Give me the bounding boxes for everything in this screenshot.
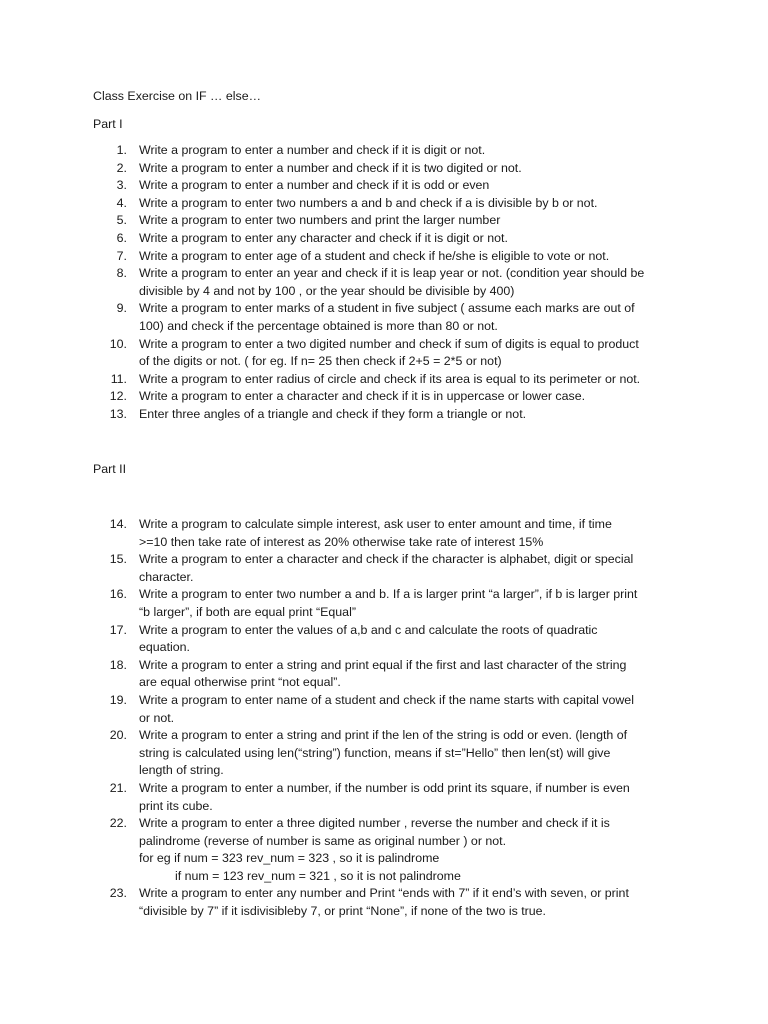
exercise-line: character. (139, 569, 194, 584)
exercise-line: Write a program to enter a character and check if it is in uppercase or lower case. (139, 389, 586, 404)
exercise-item (0, 212, 768, 230)
exercise-number: 8. (116, 266, 127, 281)
exercise-text (139, 212, 679, 230)
exercise-text (139, 160, 679, 178)
exercise-text (139, 300, 679, 335)
exercise-line: Write a program to enter two number a and b. If a is larger print “a larger”, if b is larger print (139, 587, 638, 602)
exercise-line: of the digits or not. ( for eg. If n= 25 then check if 2+5 = 2*5 or not) (139, 354, 502, 369)
exercise-line: “divisible by 7” if it isdivisibleby 7, or print “None”, if none of the two is true. (139, 904, 546, 919)
exercise-line: Write a program to enter any number and Print “ends with 7” if it end’s with seven, or print (139, 886, 629, 901)
exercise-item (0, 230, 768, 248)
exercise-line: Write a program to enter a number and check if it is two digited or not. (139, 160, 522, 175)
exercise-text (139, 551, 679, 586)
exercise-text (139, 622, 679, 657)
exercise-number: 17. (109, 622, 127, 637)
exercise-text (139, 336, 679, 371)
exercise-number: 1. (116, 143, 127, 157)
exercise-item (0, 692, 768, 727)
part-1-heading: Part I (93, 117, 123, 131)
exercise-line: if num = 123 rev_num = 321 , so it is not palindrome (175, 868, 461, 883)
exercise-number: 10. (109, 336, 127, 351)
exercise-line: Write a program to enter the values of a,b and c and calculate the roots of quadratic (139, 622, 598, 637)
exercise-item (0, 248, 768, 266)
exercise-text (139, 885, 679, 920)
exercise-line: Enter three angles of a triangle and check if they form a triangle or not. (139, 406, 527, 421)
part-2-list (0, 516, 768, 921)
document-title: Class Exercise on IF … else… (93, 89, 262, 103)
exercise-line: Write a program to enter a two digited number and check if sum of digits is equal to product (139, 336, 639, 351)
exercise-item (0, 657, 768, 692)
exercise-line: “b larger”, if both are equal print “Equal” (139, 604, 356, 619)
exercise-text (139, 780, 679, 815)
exercise-text (139, 727, 679, 780)
exercise-line: Write a program to enter age of a student and check if he/she is eligible to vote or not. (139, 248, 610, 263)
exercise-number: 21. (109, 780, 127, 795)
exercise-number: 18. (109, 657, 127, 672)
exercise-number: 12. (109, 389, 127, 404)
exercise-text (139, 371, 679, 389)
exercise-line: Write a program to enter a number, if the number is odd print its square, if number is even (139, 780, 630, 795)
exercise-item (0, 336, 768, 371)
exercise-text (139, 406, 679, 424)
exercise-line: Write a program to enter a character and check if the character is alphabet, digit or special (139, 552, 634, 567)
exercise-number: 3. (116, 178, 127, 193)
exercise-item (0, 300, 768, 335)
exercise-number: 22. (109, 816, 127, 831)
exercise-number: 16. (109, 587, 127, 602)
exercise-line: Write a program to enter a number and check if it is digit or not. (139, 143, 486, 157)
exercise-line: Write a program to enter a string and print equal if the first and last character of the string (139, 657, 627, 672)
exercise-text (139, 248, 679, 266)
exercise-line: Write a program to enter two numbers a and b and check if a is divisible by b or not. (139, 195, 598, 210)
exercise-line: >=10 then take rate of interest as 20% otherwise take rate of interest 15% (139, 534, 544, 549)
exercise-line: length of string. (139, 763, 224, 778)
exercise-line: equation. (139, 640, 190, 655)
exercise-item (0, 885, 768, 920)
exercise-line: palindrome (reverse of number is same as original number ) or not. (139, 833, 507, 848)
exercise-text (139, 586, 679, 621)
exercise-number: 11. (110, 371, 127, 386)
exercise-item (0, 406, 768, 424)
exercise-line: Write a program to enter two numbers and print the larger number (139, 213, 501, 228)
exercise-line: print its cube. (139, 798, 213, 813)
exercise-text (139, 195, 679, 213)
exercise-item (0, 195, 768, 213)
part-1-list (0, 142, 768, 424)
exercise-line: Write a program to enter radius of circle and check if its area is equal to its perimeter or not. (139, 371, 641, 386)
exercise-item (0, 622, 768, 657)
exercise-text (139, 516, 679, 551)
exercise-text (139, 230, 679, 248)
exercise-line: Write a program to enter a number and check if it is odd or even (139, 178, 490, 193)
exercise-text (139, 692, 679, 727)
exercise-line: string is calculated using len(“string”) function, means if st=”Hello” then len(st) will give (139, 745, 611, 760)
exercise-line: for eg if num = 323 rev_num = 323 , so it is palindrome (139, 851, 440, 866)
part-2-heading: Part II (93, 462, 127, 476)
exercise-item (0, 780, 768, 815)
exercise-number: 7. (116, 248, 127, 263)
exercise-text (139, 265, 679, 300)
exercise-number: 9. (116, 301, 127, 316)
exercise-number: 5. (116, 213, 127, 228)
exercise-line: Write a program to enter a three digited number , reverse the number and check if it is (139, 816, 610, 831)
exercise-line: Write a program to enter a string and print if the len of the string is odd or even. (length of (139, 728, 628, 743)
exercise-item (0, 371, 768, 389)
exercise-text (139, 388, 679, 406)
exercise-item (0, 586, 768, 621)
exercise-line: Write a program to enter name of a student and check if the name starts with capital vowel (139, 692, 634, 707)
exercise-text (139, 177, 679, 195)
exercise-number: 20. (109, 728, 127, 743)
exercise-line: divisible by 4 and not by 100 , or the year should be divisible by 400) (139, 283, 515, 298)
exercise-line: are equal otherwise print “not equal”. (139, 675, 341, 690)
exercise-text (139, 815, 679, 885)
exercise-text (139, 657, 679, 692)
exercise-item (0, 142, 768, 160)
exercise-item (0, 388, 768, 406)
exercise-number: 4. (116, 195, 127, 210)
exercise-number: 14. (109, 517, 127, 531)
exercise-number: 15. (109, 552, 127, 567)
exercise-item (0, 177, 768, 195)
exercise-line: Write a program to calculate simple interest, ask user to enter amount and time, if time (139, 517, 612, 531)
exercise-line: Write a program to enter an year and check if it is leap year or not. (condition year should be (139, 266, 645, 281)
exercise-line: or not. (139, 710, 175, 725)
exercise-line: 100) and check if the percentage obtained is more than 80 or not. (139, 318, 498, 333)
exercise-item (0, 160, 768, 178)
exercise-item (0, 265, 768, 300)
exercise-item (0, 815, 768, 885)
exercise-item (0, 516, 768, 551)
exercise-item (0, 551, 768, 586)
exercise-text (139, 142, 679, 160)
exercise-number: 23. (109, 886, 127, 901)
exercise-line: Write a program to enter any character and check if it is digit or not. (139, 230, 508, 245)
exercise-number: 2. (116, 160, 127, 175)
exercise-line: Write a program to enter marks of a student in five subject ( assume each marks are out of (139, 301, 635, 316)
exercise-item (0, 727, 768, 780)
exercise-number: 6. (116, 230, 127, 245)
exercise-number: 13. (109, 406, 127, 421)
exercise-number: 19. (109, 692, 127, 707)
